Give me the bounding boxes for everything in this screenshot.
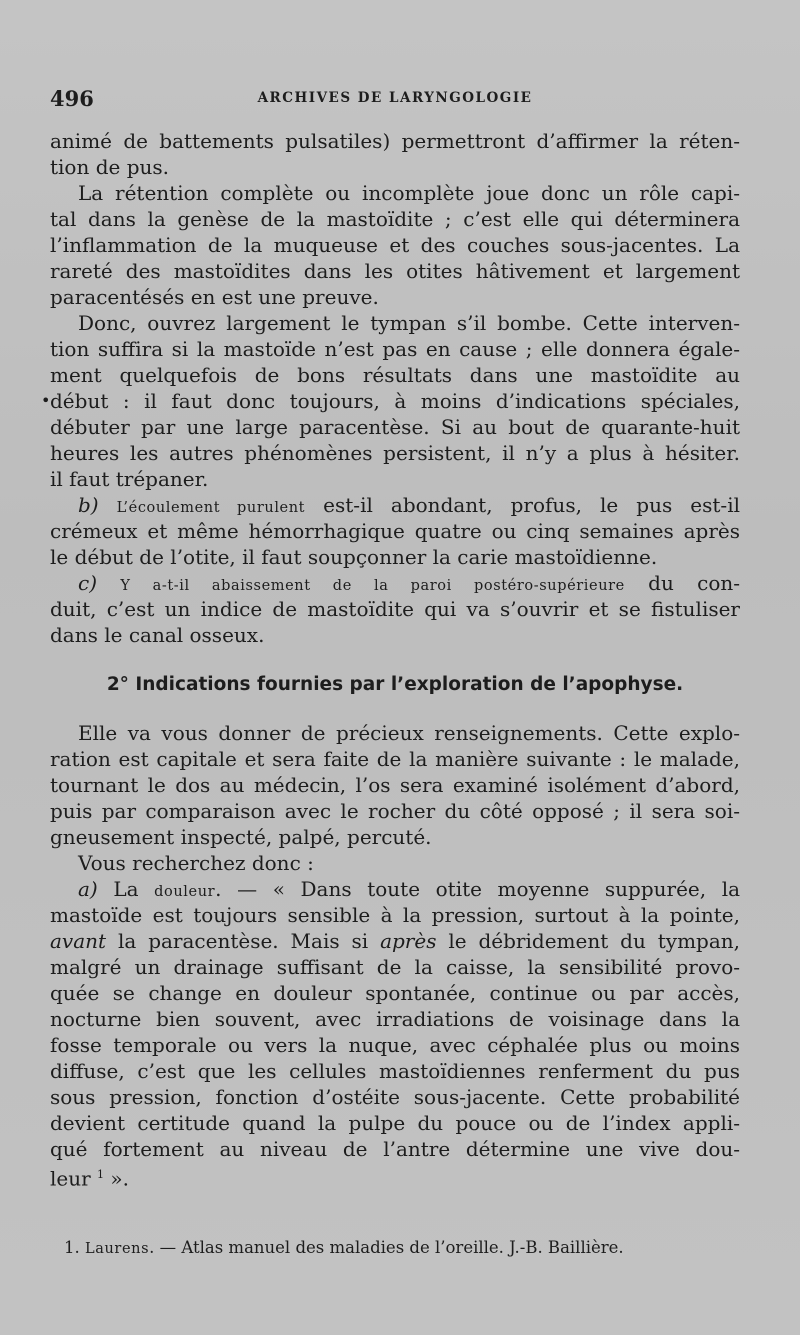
small-caps-term: Y a-t-il abaissement de la paroi postéro-supérieure bbox=[120, 578, 625, 594]
small-caps-term: L’écoulement purulent bbox=[116, 500, 306, 516]
paragraph bbox=[50, 850, 740, 876]
footnote-reference: 1 bbox=[97, 1168, 105, 1181]
small-caps-term: douleur bbox=[154, 884, 216, 900]
footnote-text: . — Atlas manuel des maladies de l’oreille. J.-B. Baillière. bbox=[149, 1238, 624, 1257]
paragraph bbox=[50, 720, 740, 850]
text-line bbox=[50, 928, 740, 954]
text-line: devient certitude quand la pulpe du pouce ou de l’index appli- bbox=[50, 1111, 740, 1135]
text-run: . — « Dans toute otite moyenne suppurée, la bbox=[215, 877, 741, 901]
text-line-content: début : il faut donc toujours, à moins d’indications spéciales, bbox=[50, 389, 740, 413]
paragraph bbox=[41, 310, 740, 492]
text-line bbox=[50, 570, 740, 596]
text-run: du con- bbox=[624, 571, 741, 595]
section-heading: 2° Indications fournies par l’exploration de l’apophyse. bbox=[106, 674, 684, 695]
text-line: Vous recherchez donc : bbox=[78, 851, 314, 875]
text-line: tournant le dos au médecin, l’os sera examiné isolément d’abord, bbox=[50, 773, 740, 797]
text-run: la paracentèse. Mais si bbox=[106, 929, 381, 953]
stray-mark: • bbox=[41, 391, 51, 410]
text-line: il faut trépaner. bbox=[50, 467, 209, 491]
text-line: ration est capitale et sera faite de la manière suivante : le malade, bbox=[50, 747, 740, 771]
paragraph bbox=[50, 128, 740, 180]
text-line: mastoïde est toujours sensible à la pression, surtout à la pointe, bbox=[50, 903, 740, 927]
text-line: dans le canal osseux. bbox=[50, 623, 265, 647]
text-line: rareté des mastoïdites dans les otites hâtivement et largement bbox=[50, 259, 740, 283]
italic-term: après bbox=[380, 929, 437, 953]
text-run: ». bbox=[104, 1166, 129, 1191]
list-marker: c) bbox=[78, 571, 98, 595]
text-line: paracentésés en est une preuve. bbox=[50, 285, 379, 309]
page-header bbox=[50, 86, 740, 116]
text-line: La rétention complète ou incomplète joue donc un rôle capi- bbox=[78, 181, 740, 205]
text-line: sous pression, fonction d’ostéite sous-jacente. Cette probabilité bbox=[50, 1085, 740, 1109]
footnote bbox=[64, 1238, 624, 1257]
italic-term: avant bbox=[50, 929, 107, 953]
text-line: quée se change en douleur spontanée, continue ou par accès, bbox=[50, 981, 740, 1005]
text-line: tal dans la genèse de la mastoïdite ; c’est elle qui déterminera bbox=[50, 207, 740, 231]
text-line: ment quelquefois de bons résultats dans une mastoïdite au bbox=[50, 363, 740, 387]
text-line: malgré un drainage suffisant de la caisse, la sensibilité provo- bbox=[50, 955, 740, 979]
text-run: est-il abondant, profus, le pus est-il bbox=[305, 493, 740, 517]
text-line: nocturne bien souvent, avec irradiations de voisinage dans la bbox=[50, 1007, 740, 1031]
text-line: diffuse, c’est que les cellules mastoïdiennes renferment du pus bbox=[50, 1059, 740, 1083]
text-run: leur bbox=[50, 1166, 91, 1191]
text-line: animé de battements pulsatiles) permettront d’affirmer la réten- bbox=[50, 129, 740, 153]
text-line: duit, c’est un indice de mastoïdite qui va s’ouvrir et se fistuliser bbox=[50, 597, 740, 621]
paragraph bbox=[50, 180, 740, 310]
paragraph bbox=[50, 492, 740, 570]
text-line bbox=[50, 1162, 740, 1191]
text-line: crémeux et même hémorrhagique quatre ou cinq semaines après bbox=[50, 519, 740, 543]
text-line: tion de pus. bbox=[50, 155, 170, 179]
running-head: ARCHIVES DE LARYNGOLOGIE bbox=[257, 90, 533, 106]
list-marker: b) bbox=[78, 493, 99, 517]
text-line: puis par comparaison avec le rocher du côté opposé ; il sera soi- bbox=[50, 799, 740, 823]
text-line: fosse temporale ou vers la nuque, avec céphalée plus ou moins bbox=[50, 1033, 740, 1057]
text-run: le débridement du tympan, bbox=[436, 929, 740, 953]
text-line: qué fortement au niveau de l’antre détermine une vive dou- bbox=[50, 1137, 740, 1161]
paragraph bbox=[50, 876, 741, 1191]
text-line: gneusement inspecté, palpé, percuté. bbox=[50, 825, 432, 849]
footnote-number: 1. bbox=[64, 1238, 80, 1257]
body-text bbox=[41, 128, 741, 1191]
page-number: 496 bbox=[50, 86, 94, 111]
text-line: tion suffira si la mastoïde n’est pas en cause ; elle donnera égale- bbox=[50, 337, 740, 361]
footnote-author: Laurens bbox=[85, 1241, 150, 1257]
text-line bbox=[50, 876, 740, 902]
text-line bbox=[50, 492, 740, 518]
text-run: La bbox=[97, 877, 155, 901]
text-line bbox=[41, 388, 740, 414]
list-marker: a) bbox=[78, 877, 98, 901]
text-line: Donc, ouvrez largement le tympan s’il bombe. Cette interven- bbox=[78, 311, 740, 335]
paragraph bbox=[50, 570, 740, 648]
text-line: débuter par une large paracentèse. Si au bout de quarante-huit bbox=[50, 415, 740, 439]
text-line: heures les autres phénomènes persistent, il n’y a plus à hésiter. bbox=[50, 441, 740, 465]
text-line: le début de l’otite, il faut soupçonner la carie mastoïdienne. bbox=[50, 545, 658, 569]
text-line: l’inflammation de la muqueuse et des couches sous-jacentes. La bbox=[50, 233, 740, 257]
text-line: Elle va vous donner de précieux renseignements. Cette explo- bbox=[78, 721, 740, 745]
